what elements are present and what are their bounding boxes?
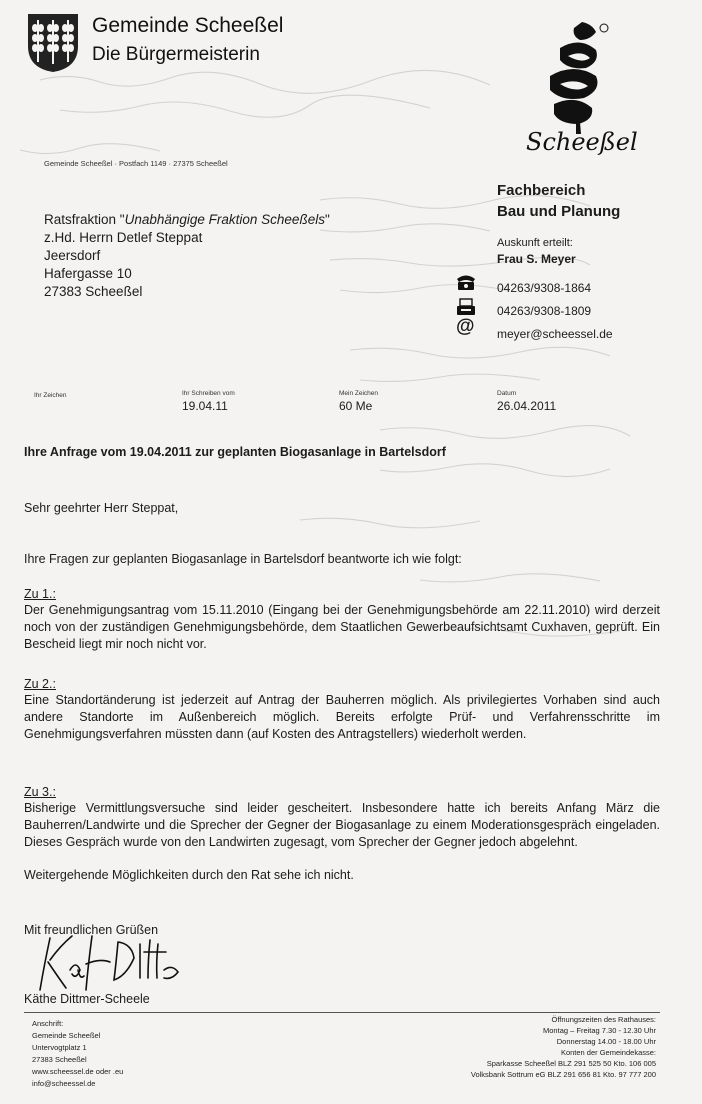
footer-divider xyxy=(24,1012,660,1013)
signer-name: Käthe Dittmer-Scheele xyxy=(24,992,150,1006)
department-line-1: Fachbereich xyxy=(497,182,586,199)
signature-image xyxy=(32,930,192,1000)
section-heading: Zu 2.: xyxy=(24,677,56,691)
recipient-line-4: Hafergasse 10 xyxy=(44,266,132,281)
organization-name: Gemeinde Scheeßel xyxy=(92,14,284,37)
phone-number: 04263/9308-1864 xyxy=(497,281,592,295)
coat-of-arms-icon xyxy=(26,12,80,74)
section-heading: Zu 1.: xyxy=(24,587,56,601)
scheessel-logo-icon xyxy=(520,18,640,158)
footer-opening-hours: Donnerstag 14.00 - 18.00 Uhr xyxy=(556,1037,656,1046)
footer-opening-hours-label: Öffnungszeiten des Rathauses: xyxy=(551,1015,656,1024)
footer-accounts-label: Konten der Gemeindekasse: xyxy=(560,1048,656,1057)
intro-text: Ihre Fragen zur geplanten Biogasanlage in Bartelsdorf beantworte ich wie folgt: xyxy=(24,552,462,566)
salutation: Sehr geehrter Herr Steppat, xyxy=(24,501,179,515)
footer-bank-account: Sparkasse Scheeßel BLZ 291 525 50 Kto. 106 005 xyxy=(486,1059,656,1068)
recipient-line-5: 27383 Scheeßel xyxy=(44,284,143,299)
section-heading: Zu 3.: xyxy=(24,785,56,799)
my-reference-label: Mein Zeichen xyxy=(339,390,379,397)
logo-text: Scheeßel xyxy=(526,128,638,156)
sender-return-address: Gemeinde Scheeßel · Postfach 1149 · 27375 Scheeßel xyxy=(44,159,228,168)
recipient-line-1: Ratsfraktion "Unabhängige Fraktion Scheeßels" xyxy=(44,212,330,227)
contact-person: Frau S. Meyer xyxy=(497,252,576,266)
footer-address-line: Gemeinde Scheeßel xyxy=(32,1031,101,1040)
organization-subtitle: Die Bürgermeisterin xyxy=(92,44,260,65)
fax-icon xyxy=(456,298,476,318)
contact-info-label: Auskunft erteilt: xyxy=(497,237,573,249)
footer-opening-hours: Montag – Freitag 7.30 - 12.30 Uhr xyxy=(543,1026,656,1035)
department-line-2: Bau und Planung xyxy=(497,203,621,220)
section-text: Eine Standortänderung ist jederzeit auf Antrag der Bauherren möglich. Als privilegiertes Vorhaben sind auch andere Standorte im Außenbereich möglich. Bereits erfolgte Prüf- und Verfahrensschritte im Genehmigungsverfahren müssten dann (auf Kosten des Antragstellers) wiederholt werden. xyxy=(24,693,660,741)
recipient-line-3: Jeersdorf xyxy=(44,248,101,263)
footer-address-line: 27383 Scheeßel xyxy=(32,1055,87,1064)
footer-bank-account: Volksbank Sottrum eG BLZ 291 656 81 Kto. 97 777 200 xyxy=(470,1070,656,1079)
closing: Mit freundlichen Grüßen xyxy=(24,923,159,937)
footer-email[interactable]: info@scheessel.de xyxy=(32,1079,96,1088)
footer-address-line: Untervogtplatz 1 xyxy=(32,1043,87,1052)
fax-number: 04263/9308-1809 xyxy=(497,304,592,318)
your-letter-label: Ihr Schreiben vom xyxy=(182,390,235,397)
footer-address-line: Anschrift: xyxy=(32,1019,64,1028)
section-text: Bisherige Vermittlungsversuche sind leider gescheitert. Insbesondere hatte ich bereits Anfang März die Bauherren/Landwirte und die Sprecher der Gegner der Biogasanlage zu einem Moderationsgespräch eingeladen. Dieses Gespräch wurde von den Landwirten zugesagt, vom Sprecher der Gegner jedoch abgelehnt. xyxy=(24,801,660,849)
letter-subject: Ihre Anfrage vom 19.04.2011 zur geplanten Biogasanlage in Bartelsdorf xyxy=(24,445,446,459)
email-icon: @ xyxy=(456,316,475,337)
letter-date: 26.04.2011 xyxy=(497,399,557,413)
section-text: Der Genehmigungsantrag vom 15.11.2010 (Eingang bei der Genehmigungsbehörde am 22.11.2010) wird derzeit noch von der zuständigen Genehmigungsbehörde, dem Staatlichen Gewerbeaufsichtsamt Cuxhaven, geprüft. Ein Bescheid liegt mir noch nicht vor. xyxy=(24,603,660,651)
date-label: Datum xyxy=(497,390,517,397)
footer-website[interactable]: www.scheessel.de oder .eu xyxy=(32,1067,124,1076)
recipient-line-2: z.Hd. Herrn Detlef Steppat xyxy=(44,230,203,245)
my-reference: 60 Me xyxy=(339,399,373,413)
section-extra-text: Weitergehende Möglichkeiten durch den Rat sehe ich nicht. xyxy=(24,868,354,882)
email-address[interactable]: meyer@scheessel.de xyxy=(497,327,613,341)
phone-icon xyxy=(456,273,476,291)
your-reference-label: Ihr Zeichen xyxy=(34,392,67,399)
your-letter-date: 19.04.11 xyxy=(182,399,228,413)
